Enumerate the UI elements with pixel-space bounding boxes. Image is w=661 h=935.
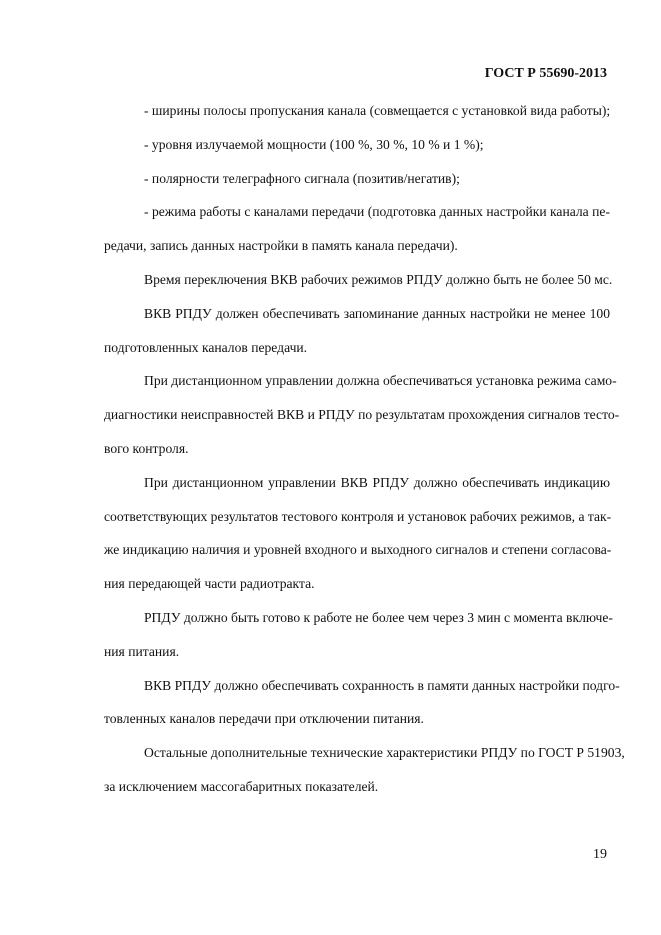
paragraph-line: за исключением массогабаритных показателей.	[104, 778, 379, 794]
paragraph-line: же индикацию наличия и уровней входного и выходного сигналов и степени согласова-	[104, 542, 612, 558]
paragraph-line: товленных каналов передачи при отключении питания.	[104, 711, 424, 727]
paragraph-line: диагностики неисправностей ВКВ и РПДУ по результатам прохождения сигналов тесто-	[104, 407, 620, 423]
paragraph-line: подготовленных каналов передачи.	[104, 339, 308, 355]
paragraph-line: - полярности телеграфного сигнала (позитив/негатив);	[144, 170, 460, 186]
paragraph-line: - ширины полосы пропускания канала (совмещается с установкой вида работы);	[144, 103, 611, 118]
paragraph-line: соответствующих результатов тестового контроля и установок рабочих режимов, а так-	[104, 508, 612, 524]
paragraph-line: ния питания.	[104, 643, 180, 659]
paragraph-line: - уровня излучаемой мощности (100 %, 30 %, 10 % и 1 %);	[144, 136, 484, 152]
paragraph-line: вого контроля.	[104, 440, 189, 456]
paragraph-line: При дистанционном управлении ВКВ РПДУ должно обеспечивать индикацию	[144, 474, 610, 490]
paragraph-line: ВКВ РПДУ должен обеспечивать запоминание данных настройки не менее 100	[144, 305, 610, 321]
paragraph-line: ВКВ РПДУ должно обеспечивать сохранность в памяти данных настройки подго-	[144, 677, 620, 693]
paragraph-line: ния передающей части радиотракта.	[104, 576, 315, 592]
paragraph-line: - режима работы с каналами передачи (подготовка данных настройки канала пе-	[144, 204, 610, 220]
paragraph-line: редачи, запись данных настройки в память канала передачи).	[104, 238, 458, 254]
document-header: ГОСТ Р 55690-2013	[484, 66, 607, 81]
paragraph-line: Время переключения ВКВ рабочих режимов РПДУ должно быть не более 50 мс.	[144, 271, 613, 287]
body-text	[104, 100, 625, 798]
paragraph-line: При дистанционном управлении должна обеспечиваться установка режима само-	[144, 373, 617, 389]
paragraph-line: РПДУ должно быть готово к работе не более чем через 3 мин с момента включе-	[144, 609, 613, 625]
paragraph-line: Остальные дополнительные технические характеристики РПДУ по ГОСТ Р 51903,	[144, 745, 625, 761]
page-number: 19	[593, 847, 607, 862]
